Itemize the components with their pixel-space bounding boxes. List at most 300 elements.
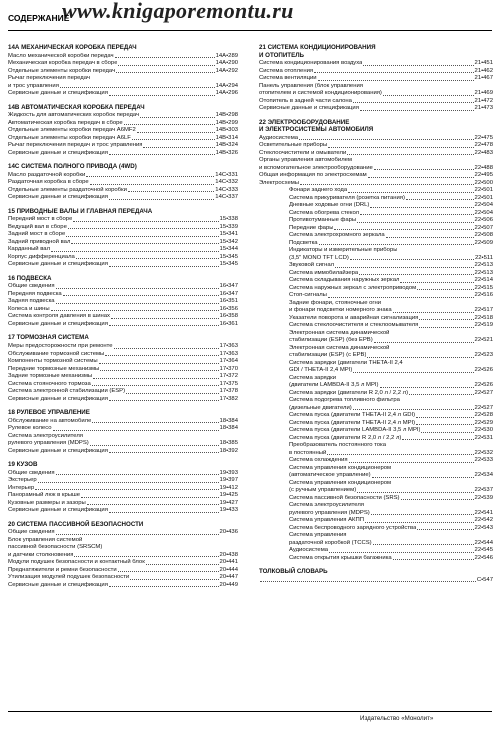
toc-entry[interactable] (259, 517, 493, 525)
dot-leader (60, 83, 215, 89)
dot-leader (371, 510, 474, 516)
toc-entry[interactable] (8, 440, 238, 448)
toc-section (259, 568, 493, 584)
dot-leader (374, 337, 474, 343)
toc-entry-page: 22•532 (474, 449, 493, 456)
toc-entry[interactable] (8, 246, 238, 254)
toc-entry[interactable] (259, 210, 493, 218)
dot-leader (109, 321, 219, 327)
toc-entry-page: 17•382 (219, 395, 238, 402)
toc-entry-title: (с ручным управлением) (289, 487, 357, 494)
toc-entry[interactable] (259, 487, 493, 495)
dot-leader (140, 112, 215, 118)
dot-leader (63, 291, 219, 297)
toc-entry-title: Сервисные данные и спецификация (8, 90, 108, 97)
toc-entry[interactable] (8, 83, 238, 91)
toc-entry-title: Система электроусилителя (8, 432, 83, 439)
toc-section (8, 44, 238, 98)
dot-leader (367, 352, 473, 358)
section-title-line: ТОЛКОВЫЙ СЛОВАРЬ (259, 568, 328, 576)
toc-entry[interactable] (8, 306, 238, 314)
toc-entry-page: 17•375 (219, 380, 238, 387)
toc-entry[interactable] (8, 448, 238, 456)
toc-entry-title: Стоп-сигналы (289, 292, 327, 299)
toc-entry[interactable] (259, 247, 493, 255)
toc-entry-page: 22•478 (474, 142, 493, 149)
toc-entry[interactable] (259, 510, 493, 518)
toc-entry[interactable] (8, 358, 238, 366)
dot-leader (409, 390, 474, 396)
toc-entry-title: Отдельные элементы коробки передач A6MF2 (8, 127, 136, 134)
toc-entry-title: Система зарядки (двигатели R 2,0 л / 2,2 л) (289, 389, 409, 396)
toc-entry-page: 22•545 (474, 547, 493, 554)
dot-leader (71, 239, 218, 245)
toc-entry-title: Указатели поворота и аварийная сигнализация (289, 314, 419, 321)
section-title-line: 21 СИСТЕМА КОНДИЦИОНИРОВАНИЯ (259, 44, 376, 51)
dot-leader (56, 298, 219, 304)
toc-entry-page: 17•378 (219, 388, 238, 395)
toc-entry-page: 22•506 (474, 217, 493, 224)
toc-entry-page: 17•364 (219, 358, 238, 365)
dot-leader (109, 90, 215, 96)
section-title (8, 334, 238, 342)
toc-entry[interactable] (8, 142, 238, 150)
toc-entry-title: Панель управления (блок управления (259, 82, 363, 89)
toc-entry-page: 22•527 (474, 389, 493, 396)
dot-leader (81, 492, 219, 498)
toc-entry-title: Сервисные данные и спецификация (8, 447, 108, 454)
toc-entry-title: Органы управления автомобилем (259, 157, 352, 164)
dot-leader (109, 194, 214, 200)
toc-entry-title: Колеса и шины (8, 305, 50, 312)
toc-entry-title: Общие сведения (8, 529, 55, 536)
toc-entry[interactable] (259, 375, 493, 383)
dot-leader (335, 262, 474, 268)
toc-entry-page: 16•351 (219, 298, 238, 305)
dot-leader (100, 366, 218, 372)
section-title-line: И ЭЛЕКТРОСИСТЕМЫ АВТОМОБИЛЯ (259, 126, 374, 134)
toc-entry-title: Дневные ходовые огни (DRL) (289, 202, 370, 209)
toc-entry[interactable] (259, 397, 493, 405)
toc-entry[interactable] (259, 165, 493, 173)
toc-entry[interactable] (259, 300, 493, 308)
toc-entry[interactable] (8, 485, 238, 493)
toc-entry-title: Передняя подвеска (8, 290, 62, 297)
toc-entry-page: 14А•296 (215, 90, 238, 97)
toc-entry-title: Сервисные данные и спецификация (8, 261, 108, 268)
dot-leader (51, 246, 219, 252)
dot-leader (360, 210, 474, 216)
dot-leader (109, 396, 219, 402)
toc-entry[interactable] (8, 172, 238, 180)
toc-entry[interactable] (8, 381, 238, 389)
toc-entry[interactable] (259, 577, 493, 585)
dot-leader (74, 552, 218, 558)
toc-entry[interactable] (259, 142, 493, 150)
toc-entry-title: Общие сведения (8, 283, 55, 290)
toc-entry[interactable] (8, 179, 238, 187)
toc-entry[interactable] (259, 150, 493, 158)
toc-entry[interactable] (259, 427, 493, 435)
toc-entry[interactable] (259, 532, 493, 540)
toc-entry-title: и фонари подсветки номерного знака (289, 307, 392, 314)
toc-entry[interactable] (8, 291, 238, 299)
dot-leader (368, 172, 474, 178)
dot-leader (35, 485, 218, 491)
toc-entry[interactable] (259, 217, 493, 225)
toc-entry[interactable] (8, 500, 238, 508)
toc-entry[interactable] (8, 388, 238, 396)
dot-leader (401, 495, 474, 501)
toc-entry-page: 18•392 (219, 447, 238, 454)
toc-entry[interactable] (8, 187, 238, 195)
toc-entry[interactable] (259, 547, 493, 555)
dot-leader (128, 187, 214, 193)
toc-entry-title: Задняя подвеска (8, 298, 55, 305)
toc-entry-page: 22•475 (474, 134, 493, 141)
toc-entry[interactable] (8, 418, 238, 426)
toc-entry-title: Электронная система динамической (289, 344, 390, 351)
toc-entry[interactable] (8, 567, 238, 575)
toc-entry[interactable] (259, 90, 493, 98)
toc-entry-page: 14С•333 (215, 186, 238, 193)
dot-leader (109, 150, 215, 156)
toc-entry[interactable] (8, 112, 238, 120)
toc-entry-page: 22•523 (474, 352, 493, 359)
toc-entry[interactable] (259, 442, 493, 450)
dot-leader (417, 285, 473, 291)
publisher-footer: Издательство «Монолит» (360, 715, 434, 722)
toc-entry-page: 22•509 (474, 239, 493, 246)
toc-entry[interactable] (259, 495, 493, 503)
dot-leader (359, 270, 473, 276)
section-title (8, 275, 238, 283)
dot-leader (92, 418, 218, 424)
dot-leader (146, 559, 219, 565)
toc-entry-title: Масло раздаточной коробки (8, 171, 86, 178)
dot-leader (114, 343, 219, 349)
toc-entry[interactable] (259, 270, 493, 278)
toc-entry[interactable] (8, 283, 238, 291)
toc-right-column (259, 44, 493, 590)
toc-entry-page: 21•467 (474, 75, 493, 82)
toc-entry-title: Преднатяжители и ремни безопасности (8, 566, 117, 573)
toc-entry[interactable] (8, 433, 238, 441)
toc-entry-page: 16•358 (219, 313, 238, 320)
toc-entry[interactable] (8, 194, 238, 202)
page-header (0, 12, 500, 26)
dot-leader (99, 358, 219, 364)
dot-leader (260, 577, 476, 583)
toc-entry[interactable] (8, 425, 238, 433)
dot-leader (109, 507, 219, 513)
toc-entry-page: 22•507 (474, 224, 493, 231)
toc-entry[interactable] (8, 507, 238, 515)
toc-entry-title: Фонари заднего хода (289, 187, 348, 194)
toc-entry-title: Интерьер (8, 484, 35, 491)
toc-entry[interactable] (8, 120, 238, 128)
toc-entry[interactable] (8, 298, 238, 306)
dot-leader (370, 202, 473, 208)
toc-entry-title: Система иммобилайзера (289, 269, 359, 276)
dot-leader (393, 555, 474, 561)
dot-leader (318, 75, 474, 81)
section-title (8, 521, 238, 529)
toc-entry[interactable] (259, 262, 493, 270)
toc-entry-title: пассивной безопасности (SRSCM) (8, 544, 103, 551)
toc-entry[interactable] (8, 53, 238, 61)
toc-entry[interactable] (259, 405, 493, 413)
toc-section (8, 409, 238, 455)
toc-entry[interactable] (8, 396, 238, 404)
toc-entry-title: Отдельные элементы коробки передач A6LF (8, 134, 131, 141)
toc-entry[interactable] (259, 292, 493, 300)
toc-entry-page: 14А•289 (215, 52, 238, 59)
dot-leader (137, 127, 215, 133)
toc-entry[interactable] (8, 537, 238, 545)
toc-entry[interactable] (259, 285, 493, 293)
toc-entry-page: 20•441 (219, 559, 238, 566)
toc-entry[interactable] (259, 382, 493, 390)
toc-entry-title: Механическая коробка передач в сборе (8, 60, 118, 67)
toc-entry[interactable] (259, 465, 493, 473)
toc-entry[interactable] (259, 75, 493, 83)
toc-entry-title: Отдельные элементы коробки передач (8, 67, 116, 74)
toc-entry-page: 17•363 (219, 350, 238, 357)
toc-entry-title: Система стояночного тормоза (8, 380, 91, 387)
toc-entry-title: Система пуска (двигатели THETA-II 2,4 л GDI) (289, 412, 416, 419)
toc-entry[interactable] (8, 231, 238, 239)
section-title-line: 17 ТОРМОЗНАЯ СИСТЕМА (8, 334, 89, 342)
toc-entry-page: 21•462 (474, 67, 493, 74)
dot-leader (300, 180, 474, 186)
dot-leader (372, 472, 474, 478)
toc-entry-page: 17•372 (219, 373, 238, 380)
dot-leader (86, 172, 214, 178)
toc-entry-page: 22•546 (474, 554, 493, 561)
toc-entry[interactable] (8, 552, 238, 560)
toc-entry[interactable] (259, 232, 493, 240)
toc-entry[interactable] (259, 187, 493, 195)
toc-entry-page: 22•519 (474, 322, 493, 329)
toc-entry-page: 14А•292 (215, 67, 238, 74)
toc-entry-page: 15•345 (219, 253, 238, 260)
toc-section (259, 44, 493, 113)
toc-entry[interactable] (259, 555, 493, 563)
toc-entry-title: Сервисные данные и спецификация (8, 395, 108, 402)
toc-entry[interactable] (8, 529, 238, 537)
toc-entry-page: 15•338 (219, 216, 238, 223)
toc-entry[interactable] (259, 330, 493, 338)
toc-entry-page: 22•530 (474, 427, 493, 434)
dot-leader (365, 517, 474, 523)
dot-leader (38, 477, 219, 483)
toc-entry-title: Система складывания наружных зеркал (289, 277, 400, 284)
dot-leader (334, 225, 473, 231)
toc-entry-title: Система вентиляции (259, 75, 317, 82)
toc-entry-title: Электронная система динамической (289, 329, 390, 336)
toc-entry-title: Сервисные данные и спецификация (8, 320, 108, 327)
dot-leader (109, 448, 219, 454)
toc-entry-title: Система подогрева топливного фильтра (289, 397, 400, 404)
toc-entry[interactable] (259, 525, 493, 533)
section-title (8, 163, 238, 171)
toc-entry-page: 14С•337 (215, 194, 238, 201)
toc-entry[interactable] (8, 321, 238, 329)
toc-entry-title: в постоянный (289, 449, 327, 456)
toc-entry[interactable] (8, 582, 238, 590)
toc-entry-page: 22•488 (474, 164, 493, 171)
dot-leader (328, 142, 473, 148)
toc-entry[interactable] (259, 420, 493, 428)
toc-entry-page: 14А•294 (215, 82, 238, 89)
toc-entry-title: Ведущий вал в сборе (8, 223, 67, 230)
dot-leader (314, 68, 473, 74)
toc-entry[interactable] (8, 574, 238, 582)
toc-entry[interactable] (8, 239, 238, 247)
toc-entry-page: 20•436 (219, 529, 238, 536)
toc-entry-page: 16•356 (219, 305, 238, 312)
toc-entry-page: 18•385 (219, 440, 238, 447)
toc-entry[interactable] (8, 224, 238, 232)
toc-entry-title: Блок управления системой (8, 536, 83, 543)
dot-leader (357, 487, 473, 493)
toc-entry[interactable] (259, 352, 493, 360)
dot-leader (348, 187, 473, 193)
toc-section (8, 461, 238, 515)
toc-entry-page: 22•528 (474, 412, 493, 419)
toc-entry[interactable] (259, 180, 493, 188)
toc-entry[interactable] (259, 360, 493, 368)
toc-entry-title: Задний приводной вал (8, 238, 71, 245)
toc-entry-title: Масло механической коробки передач (8, 52, 114, 59)
toc-entry-title: Карданный вал (8, 246, 51, 253)
toc-entry-title: рулевого управления (MDPS) (289, 509, 370, 516)
toc-entry-title: отопителем и системой кондиционирования) (259, 90, 382, 97)
toc-entry[interactable] (8, 343, 238, 351)
dot-leader (53, 425, 219, 431)
toc-entry[interactable] (8, 373, 238, 381)
toc-entry[interactable] (259, 412, 493, 420)
toc-entry[interactable] (259, 157, 493, 165)
toc-entry[interactable] (8, 470, 238, 478)
toc-entry[interactable] (259, 502, 493, 510)
toc-entry[interactable] (259, 68, 493, 76)
toc-entry[interactable] (259, 540, 493, 548)
toc-entry-page: 22•504 (474, 209, 493, 216)
toc-entry[interactable] (259, 337, 493, 345)
toc-entry[interactable] (259, 322, 493, 330)
toc-entry[interactable] (259, 457, 493, 465)
toc-entry[interactable] (8, 75, 238, 83)
toc-entry-page: 16•361 (219, 320, 238, 327)
toc-entry-title: Система управления кондиционером (289, 479, 392, 486)
toc-entry[interactable] (259, 315, 493, 323)
section-title-line: 16 ПОДВЕСКА (8, 274, 52, 282)
toc-entry-title: Отопитель в задней части салона (259, 97, 352, 104)
toc-section (8, 104, 238, 158)
toc-entry[interactable] (8, 150, 238, 158)
toc-entry[interactable] (8, 261, 238, 269)
toc-entry[interactable] (259, 225, 493, 233)
toc-entry[interactable] (8, 127, 238, 135)
toc-entry[interactable] (8, 254, 238, 262)
toc-entry[interactable] (259, 390, 493, 398)
toc-entry[interactable] (259, 345, 493, 353)
toc-entry[interactable] (259, 195, 493, 203)
toc-entry[interactable] (8, 351, 238, 359)
dot-leader (68, 224, 219, 230)
section-title (259, 119, 493, 134)
toc-section (8, 275, 238, 329)
toc-entry-title: Кузовные размеры и зазоры (8, 499, 86, 506)
dot-leader (353, 405, 474, 411)
toc-entry-title: Система наружных зеркал с электроприводом (289, 284, 417, 291)
toc-entry[interactable] (259, 83, 493, 91)
toc-entry[interactable] (259, 255, 493, 263)
toc-entry[interactable] (259, 367, 493, 375)
section-title-line: 20 СИСТЕМА ПАССИВНОЙ БЕЗОПАСНОСТИ (8, 520, 144, 528)
toc-entry-title: Аудиосистема (289, 547, 329, 554)
toc-entry[interactable] (259, 240, 493, 248)
toc-entry[interactable] (259, 60, 493, 68)
dot-leader (419, 315, 473, 321)
toc-entry-title: Автоматическая коробка передач в сборе (8, 119, 123, 126)
section-title-line: 18 РУЛЕВОЕ УПРАВЛЕНИЕ (8, 409, 90, 417)
toc-entry[interactable] (8, 68, 238, 76)
toc-entry[interactable] (8, 90, 238, 98)
toc-entry-title: рулевого управления (MDPS) (8, 440, 89, 447)
toc-entry[interactable] (8, 366, 238, 374)
toc-entry[interactable] (8, 60, 238, 68)
section-title (8, 409, 238, 417)
toc-entry-page: 20•438 (219, 551, 238, 558)
dot-leader (416, 420, 473, 426)
toc-entry[interactable] (259, 435, 493, 443)
toc-entry[interactable] (259, 277, 493, 285)
toc-entry-title: Аудиосистема (259, 134, 299, 141)
toc-entry[interactable] (259, 450, 493, 458)
toc-entry[interactable] (8, 492, 238, 500)
toc-entry[interactable] (8, 559, 238, 567)
toc-entry[interactable] (259, 98, 493, 106)
dot-leader (419, 322, 473, 328)
toc-entry[interactable] (8, 313, 238, 321)
toc-entry[interactable] (8, 477, 238, 485)
toc-entry-title: Передний мост в сборе (8, 216, 73, 223)
toc-entry-page: 22•513 (474, 269, 493, 276)
toc-entry-title: Система пуска (двигатели THETA-II 2,4 л MPI) (289, 419, 416, 426)
toc-entry-page: 22•527 (474, 404, 493, 411)
toc-entry-page: 15•339 (219, 223, 238, 230)
toc-entry[interactable] (259, 202, 493, 210)
toc-entry[interactable] (8, 544, 238, 552)
toc-entry[interactable] (259, 105, 493, 113)
toc-entry[interactable] (259, 307, 493, 315)
toc-entry[interactable] (259, 135, 493, 143)
toc-entry-title: Сервисные данные и спецификация (259, 105, 359, 112)
toc-entry[interactable] (8, 135, 238, 143)
toc-entry-title: Сервисные данные и спецификация (8, 194, 108, 201)
toc-entry[interactable] (259, 480, 493, 488)
toc-entry[interactable] (259, 472, 493, 480)
toc-entry[interactable] (259, 172, 493, 180)
toc-entry-page: 19•427 (219, 499, 238, 506)
toc-entry-page: 15•344 (219, 246, 238, 253)
page-title: СОДЕРЖАНИЕ (8, 13, 70, 23)
toc-entry[interactable] (8, 216, 238, 224)
toc-entry-page: 22•483 (474, 149, 493, 156)
